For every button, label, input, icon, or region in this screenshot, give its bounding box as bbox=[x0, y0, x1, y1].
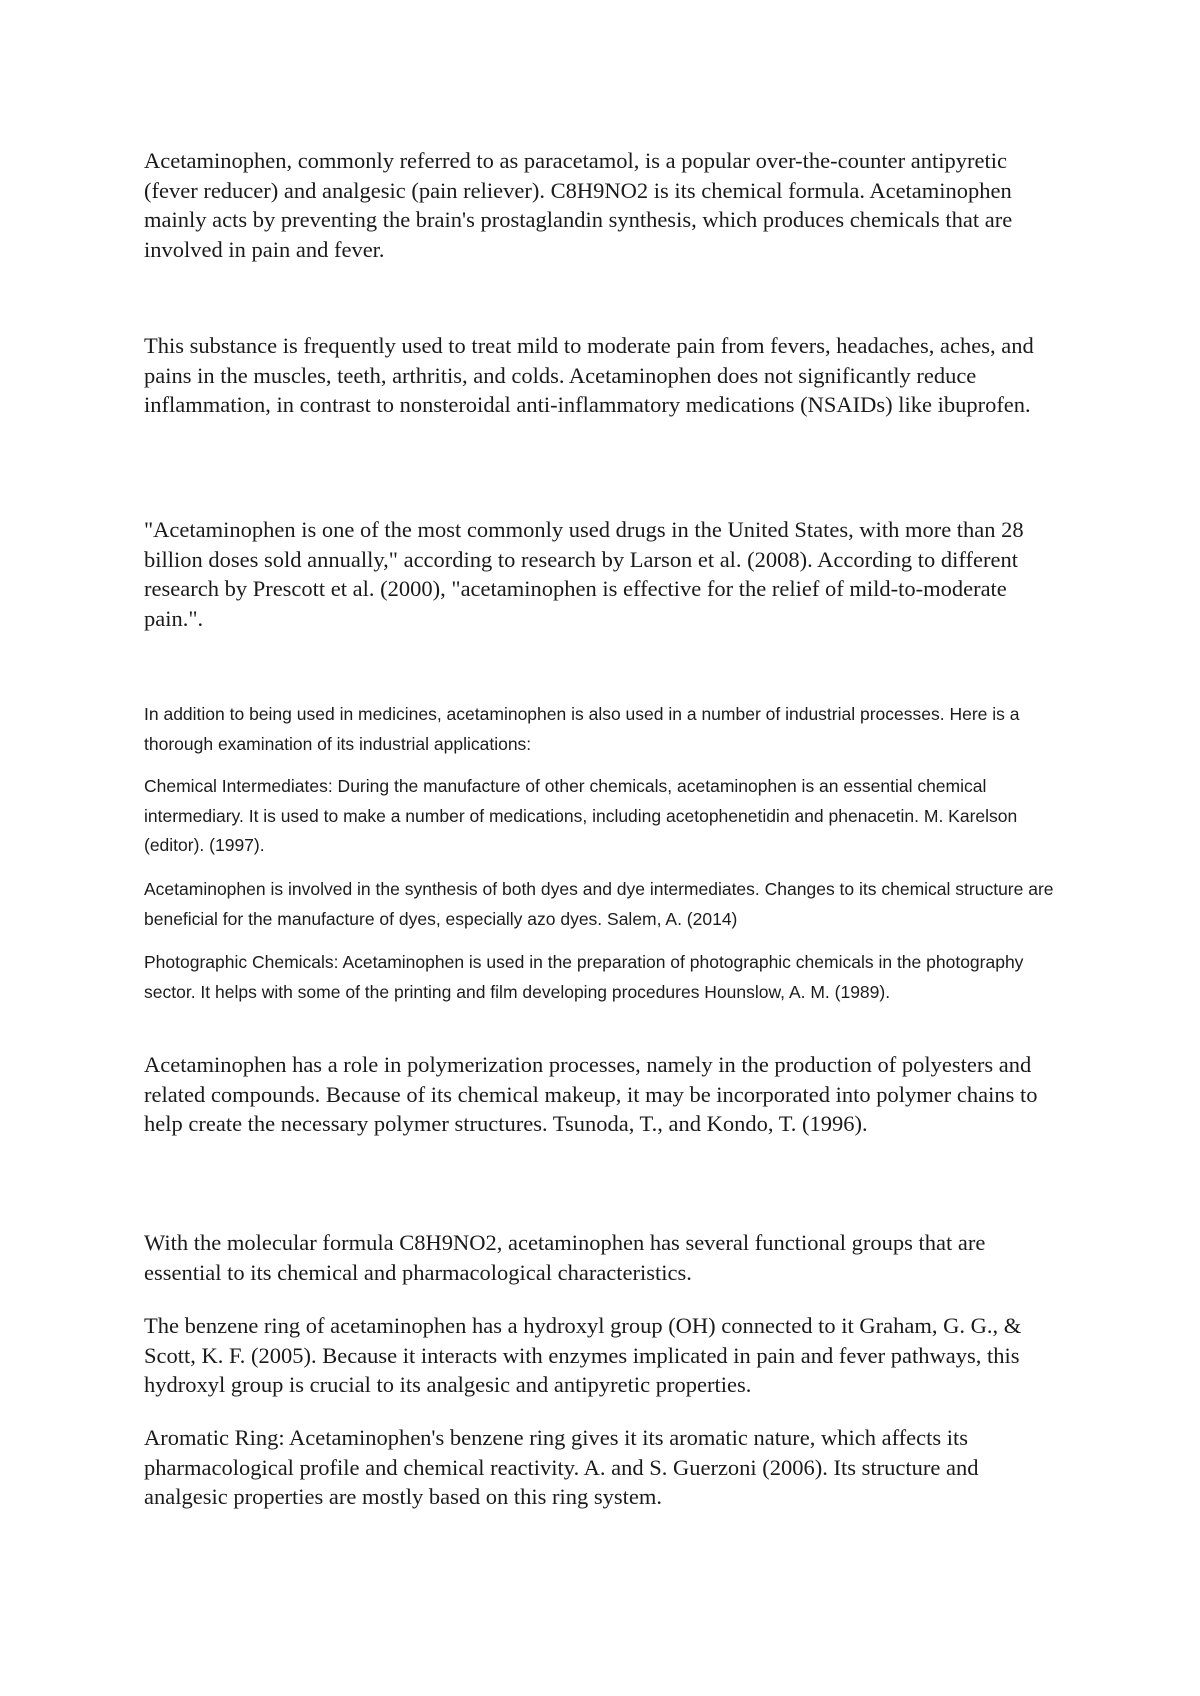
paragraph-functional-groups: With the molecular formula C8H9NO2, acetaminophen has several functional groups that are essential to its chemical and pharmacological characteristics. bbox=[144, 1230, 986, 1285]
paragraph-photographic-chemicals: Photographic Chemicals: Acetaminophen is used in the preparation of photographic chemicals in the photography sector. It helps with some of the printing and film developing procedures Hounslow, A. M. (1989). bbox=[144, 952, 1024, 1002]
paragraph-dyes: Acetaminophen is involved in the synthesis of both dyes and dye intermediates. Changes to its chemical structure are beneficial for the manufacture of dyes, especially azo dyes. Salem, A. (2014) bbox=[144, 879, 1054, 929]
paragraph-chemical-intermediates: Chemical Intermediates: During the manufacture of other chemicals, acetaminophen is an essential chemical intermediary. It is used to make a number of medications, including acetophenetidin and phenacetin. M. Karelson (editor). (1997). bbox=[144, 776, 1018, 855]
paragraph-uses: This substance is frequently used to treat mild to moderate pain from fevers, headaches, aches, and pains in the muscles, teeth, arthritis, and colds. Acetaminophen does not significantly reduce inflammation, in contrast to nonsteroidal anti-inflammatory medications (NSAIDs) like ibuprofen. bbox=[144, 333, 1034, 417]
paragraph-research-quote: "Acetaminophen is one of the most commonly used drugs in the United States, with more than 28 billion doses sold annually," according to research by Larson et al. (2008). According to different research by Prescott et al. (2000), "acetaminophen is effective for the relief of mild-to-moderate pain.". bbox=[144, 517, 1024, 631]
paragraph-polymerization: Acetaminophen has a role in polymerization processes, namely in the production of polyesters and related compounds. Because of its chemical makeup, it may be incorporated into polymer chains to help create the necessary polymer structures. Tsunoda, T., and Kondo, T. (1996). bbox=[144, 1052, 1038, 1136]
paragraph-overview: Acetaminophen, commonly referred to as paracetamol, is a popular over-the-counter antipyretic (fever reducer) and analgesic (pain reliever). C8H9NO2 is its chemical formula. Acetaminophen mainly acts by preventing the brain's prostaglandin synthesis, which produces chemicals that are involved in pain and fever. bbox=[144, 148, 1013, 262]
paragraph-industrial-intro: In addition to being used in medicines, acetaminophen is also used in a number of industrial processes. Here is a thorough examination of its industrial applications: bbox=[144, 704, 1020, 754]
paragraph-hydroxyl-group: The benzene ring of acetaminophen has a hydroxyl group (OH) connected to it Graham, G. G., & Scott, K. F. (2005). Because it interacts with enzymes implicated in pain and fever pathways, this hydroxyl group is crucial to its analgesic and antipyretic properties. bbox=[144, 1313, 1022, 1397]
paragraph-aromatic-ring: Aromatic Ring: Acetaminophen's benzene ring gives it its aromatic nature, which affects its pharmacological profile and chemical reactivity. A. and S. Guerzoni (2006). Its structure and analgesic properties are mostly based on this ring system. bbox=[144, 1425, 979, 1509]
